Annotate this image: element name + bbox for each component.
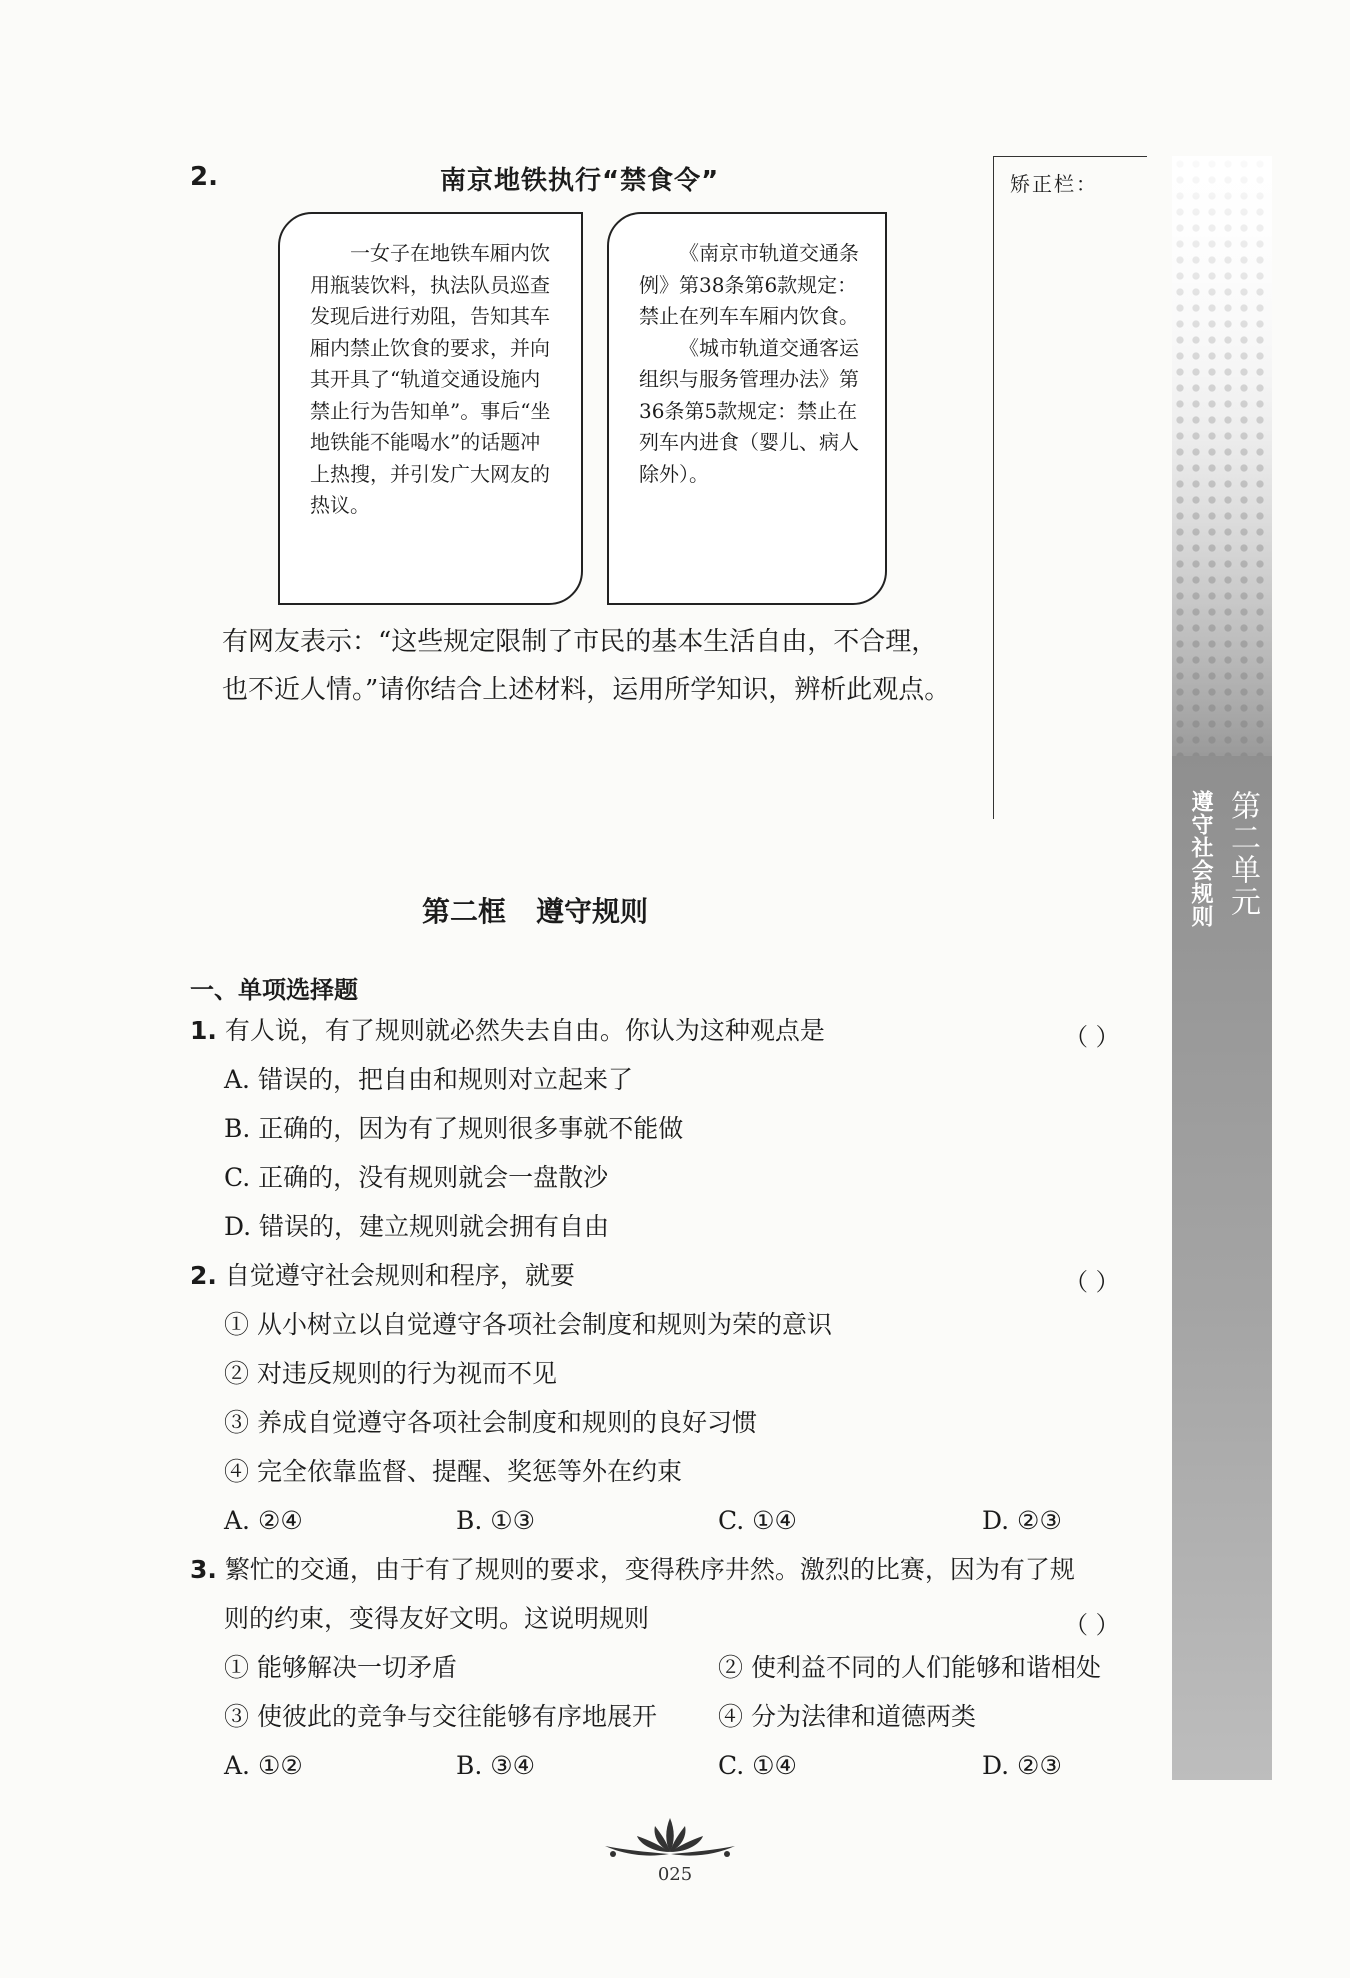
q3-statement-2: ② 使利益不同的人们能够和谐相处	[718, 1653, 1101, 1682]
q2-statement-2: ② 对违反规则的行为视而不见	[224, 1359, 557, 1388]
section-name: 遵守规则	[536, 895, 649, 928]
section-frame: 第二框	[421, 895, 506, 928]
question-2-number: 2.	[190, 162, 218, 192]
answer-paren-3: （ ）	[1064, 1611, 1120, 1639]
q1-option-a: A. 错误的，把自由和规则对立起来了	[224, 1065, 633, 1094]
question-1-stem	[190, 1016, 825, 1046]
q3-statement-3: ③ 使彼此的竞争与交往能够有序地展开	[224, 1702, 657, 1731]
question-3-number: 3.	[190, 1555, 217, 1584]
floral-ornament-icon	[595, 1808, 745, 1864]
question-3-stem	[190, 1555, 1075, 1585]
q3-choice-a: A. ①②	[224, 1751, 303, 1780]
answer-paren-1: （ ）	[1064, 1023, 1120, 1051]
opinion-text	[222, 618, 982, 714]
page-number: 025	[657, 1864, 693, 1885]
q2-choice-b: B. ①③	[456, 1506, 536, 1535]
question-3-stem-line-2: 则的约束，变得友好文明。这说明规则	[224, 1604, 650, 1633]
q2-choice-c: C. ①④	[718, 1506, 797, 1535]
q2-statement-3: ③ 养成自觉遵守各项社会制度和规则的良好习惯	[224, 1408, 757, 1437]
q3-statement-1: ① 能够解决一切矛盾	[224, 1653, 457, 1682]
question-3-stem-line-1: 繁忙的交通，由于有了规则的要求，变得秩序井然。激烈的比赛，因为有了规	[224, 1555, 1075, 1584]
part-heading: 一、单项选择题	[190, 976, 358, 1004]
opinion-line-2: 也不近人情。”请你结合上述材料，运用所学知识，辨析此观点。	[222, 675, 951, 705]
case-box	[278, 212, 583, 605]
q3-choice-b: B. ③④	[456, 1751, 536, 1780]
correction-column	[993, 156, 1147, 819]
q2-statement-1: ① 从小树立以自觉遵守各项社会制度和规则为荣的意识	[224, 1310, 832, 1339]
question-2-choice-number: 2.	[190, 1261, 217, 1290]
law-box-text-1: 《南京市轨道交通条例》第38条第6款规定：禁止在列车车厢内饮食。	[639, 241, 859, 328]
sidebar-unit-name: 第二单元	[1225, 790, 1260, 918]
sidebar-gradient-overlay	[1172, 156, 1272, 756]
q1-option-c: C. 正确的，没有规则就会一盘散沙	[224, 1163, 609, 1192]
sidebar-unit-title: 遵守社会规则	[1188, 790, 1213, 928]
opinion-line-1: 有网友表示：“这些规定限制了市民的基本生活自由，不合理，	[222, 627, 938, 657]
q3-choice-d: D. ②③	[982, 1751, 1062, 1780]
answer-paren-2: （ ）	[1064, 1268, 1120, 1296]
correction-column-label: 矫正栏：	[1010, 172, 1098, 196]
law-box	[607, 212, 887, 605]
q1-option-b: B. 正确的，因为有了规则很多事就不能做	[224, 1114, 684, 1143]
question-1-number: 1.	[190, 1016, 217, 1045]
question-1-stem-text: 有人说，有了规则就必然失去自由。你认为这种观点是	[224, 1016, 825, 1045]
section-title	[0, 890, 1210, 930]
question-2-stem-text: 自觉遵守社会规则和程序，就要	[224, 1261, 575, 1290]
law-box-text-2: 《城市轨道交通客运组织与服务管理办法》第36条第5款规定：禁止在列车内进食（婴儿、病人除外）。	[639, 335, 859, 486]
case-box-text: 一女子在地铁车厢内饮用瓶装饮料，执法队员巡查发现后进行劝阻，告知其车厢内禁止饮食的要求，并向其开具了“轨道交通设施内禁止行为告知单”。事后“坐地铁能不能喝水”的话题冲上热搜，并引发广大网友的热议。	[310, 241, 551, 517]
q2-statement-4: ④ 完全依靠监督、提醒、奖惩等外在约束	[224, 1457, 682, 1486]
question-2-stem	[190, 1261, 575, 1291]
q2-choice-d: D. ②③	[982, 1506, 1062, 1535]
q3-statement-4: ④ 分为法律和道德两类	[718, 1702, 976, 1731]
q2-choice-a: A. ②④	[224, 1506, 303, 1535]
q1-option-d: D. 错误的，建立规则就会拥有自由	[224, 1212, 610, 1241]
question-2-title: 南京地铁执行“禁食令”	[440, 166, 720, 196]
q3-choice-c: C. ①④	[718, 1751, 797, 1780]
